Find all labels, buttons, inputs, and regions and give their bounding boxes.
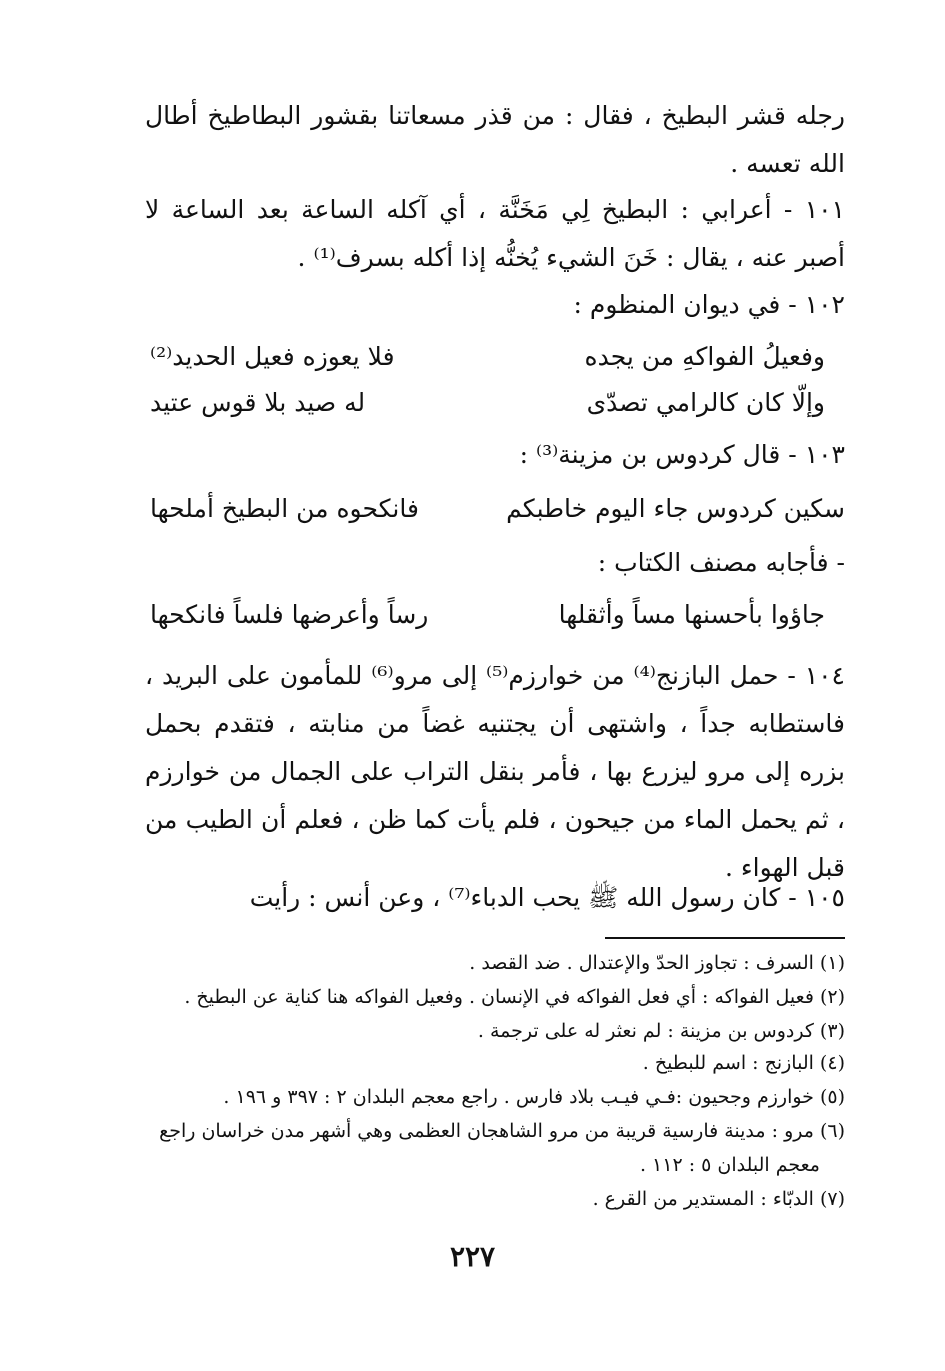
verse-hemistich: وفعيلُ الفواكهِ من يجده xyxy=(584,342,825,371)
footnote-2: (٢) فعيل الفواكه : أي فعل الفواكه في الإنسان . وفعيل الفواكه هنا كناية عن البطيخ . xyxy=(184,986,845,1008)
verse-hemistich: فانكحوه من البطيخ أملحها xyxy=(150,494,419,523)
footnote-1: (١) السرف : تجاوز الحدّ والإعتدال . ضد القصد . xyxy=(469,952,845,974)
verse-102-2 xyxy=(150,388,825,434)
paragraph-104: ١٠٤ - حمل البازنج⁽⁴⁾ من خوارزم⁽⁵⁾ إلى مرو⁽⁶⁾ للمأمون على البريد ، فاستطابه جداً ، واشتهى أن يجتنيه غضاً من منابته ، فتقدم بحمل بزره إلى مرو ليزرع بها ، فأمر بنقل التراب على الجمال من خوارزم ، ثم يحمل الماء من جيحون ، فلم يأت كما ظن ، فعلم أن الطيب من قبل الهواء . xyxy=(145,661,845,882)
verse-hemistich: له صيد بلا قوس عتيد xyxy=(150,388,366,417)
footnote-6: (٦) مرو : مدينة فارسية قريبة من مرو الشاهجان العظمى وهي أشهر مدن خراسان راجع xyxy=(159,1120,845,1142)
heading-103: ١٠٣ - قال كردوس بن مزينة⁽³⁾ : xyxy=(519,440,845,469)
verse-hemistich: جاؤوا بأحسنها مساً وأثقلها xyxy=(558,600,825,629)
verse-hemistich: سكين كردوس جاء اليوم خاطبكم xyxy=(506,494,845,523)
footnote-3: (٣) كردوس بن مزينة : لم نعثر له على ترجمة . xyxy=(477,1020,845,1042)
paragraph-105: ١٠٥ - كان رسول الله ﷺ يحب الدباء⁽⁷⁾ ، وعن أنس : رأيت xyxy=(249,883,845,912)
footnote-6-continued: معجم البلدان ٥ : ١١٢ . xyxy=(639,1154,820,1176)
page-number: ٢٢٧ xyxy=(449,1240,496,1273)
verse-103 xyxy=(150,494,845,540)
footnote-4: (٤) البازنج : اسم للبطيخ . xyxy=(642,1052,845,1074)
heading-102: ١٠٢ - في ديوان المنظوم : xyxy=(573,290,845,319)
verse-hemistich: وإلّا كان كالرامي تصدّى xyxy=(586,388,825,417)
paragraph-101: ١٠١ - أعرابي : البطيخ لِي مَخَنَّة ، أي آكله الساعة بعد الساعة لا أصبر عنه ، يقال : خَنَ الشيء يُخنُّه إذا أكله بسرف⁽¹⁾ . xyxy=(145,195,845,272)
footnote-5: (٥) خوارزم وجحيون :فـي فيـب بلاد فارس . راجع معجم البلدان ٢ : ٣٩٧ و ١٩٦ . xyxy=(223,1086,845,1108)
heading-reply: - فأجابه مصنف الكتاب : xyxy=(597,548,845,577)
verse-102-1 xyxy=(150,342,825,388)
paragraph-intro: رجله قشر البطيخ ، فقال : من قذر مسعاتنا بقشور البطاطيخ أطال الله تعسه . xyxy=(145,101,845,178)
verse-hemistich: فلا يعوزه فعيل الحديد⁽²⁾ xyxy=(150,342,395,371)
verse-hemistich: رساً وأعرضها فلساً فانكحها xyxy=(150,600,429,629)
verse-reply xyxy=(150,600,825,646)
footnote-divider xyxy=(605,937,845,939)
footnote-7: (٧) الدبّاء : المستدير من القرع . xyxy=(592,1188,845,1210)
